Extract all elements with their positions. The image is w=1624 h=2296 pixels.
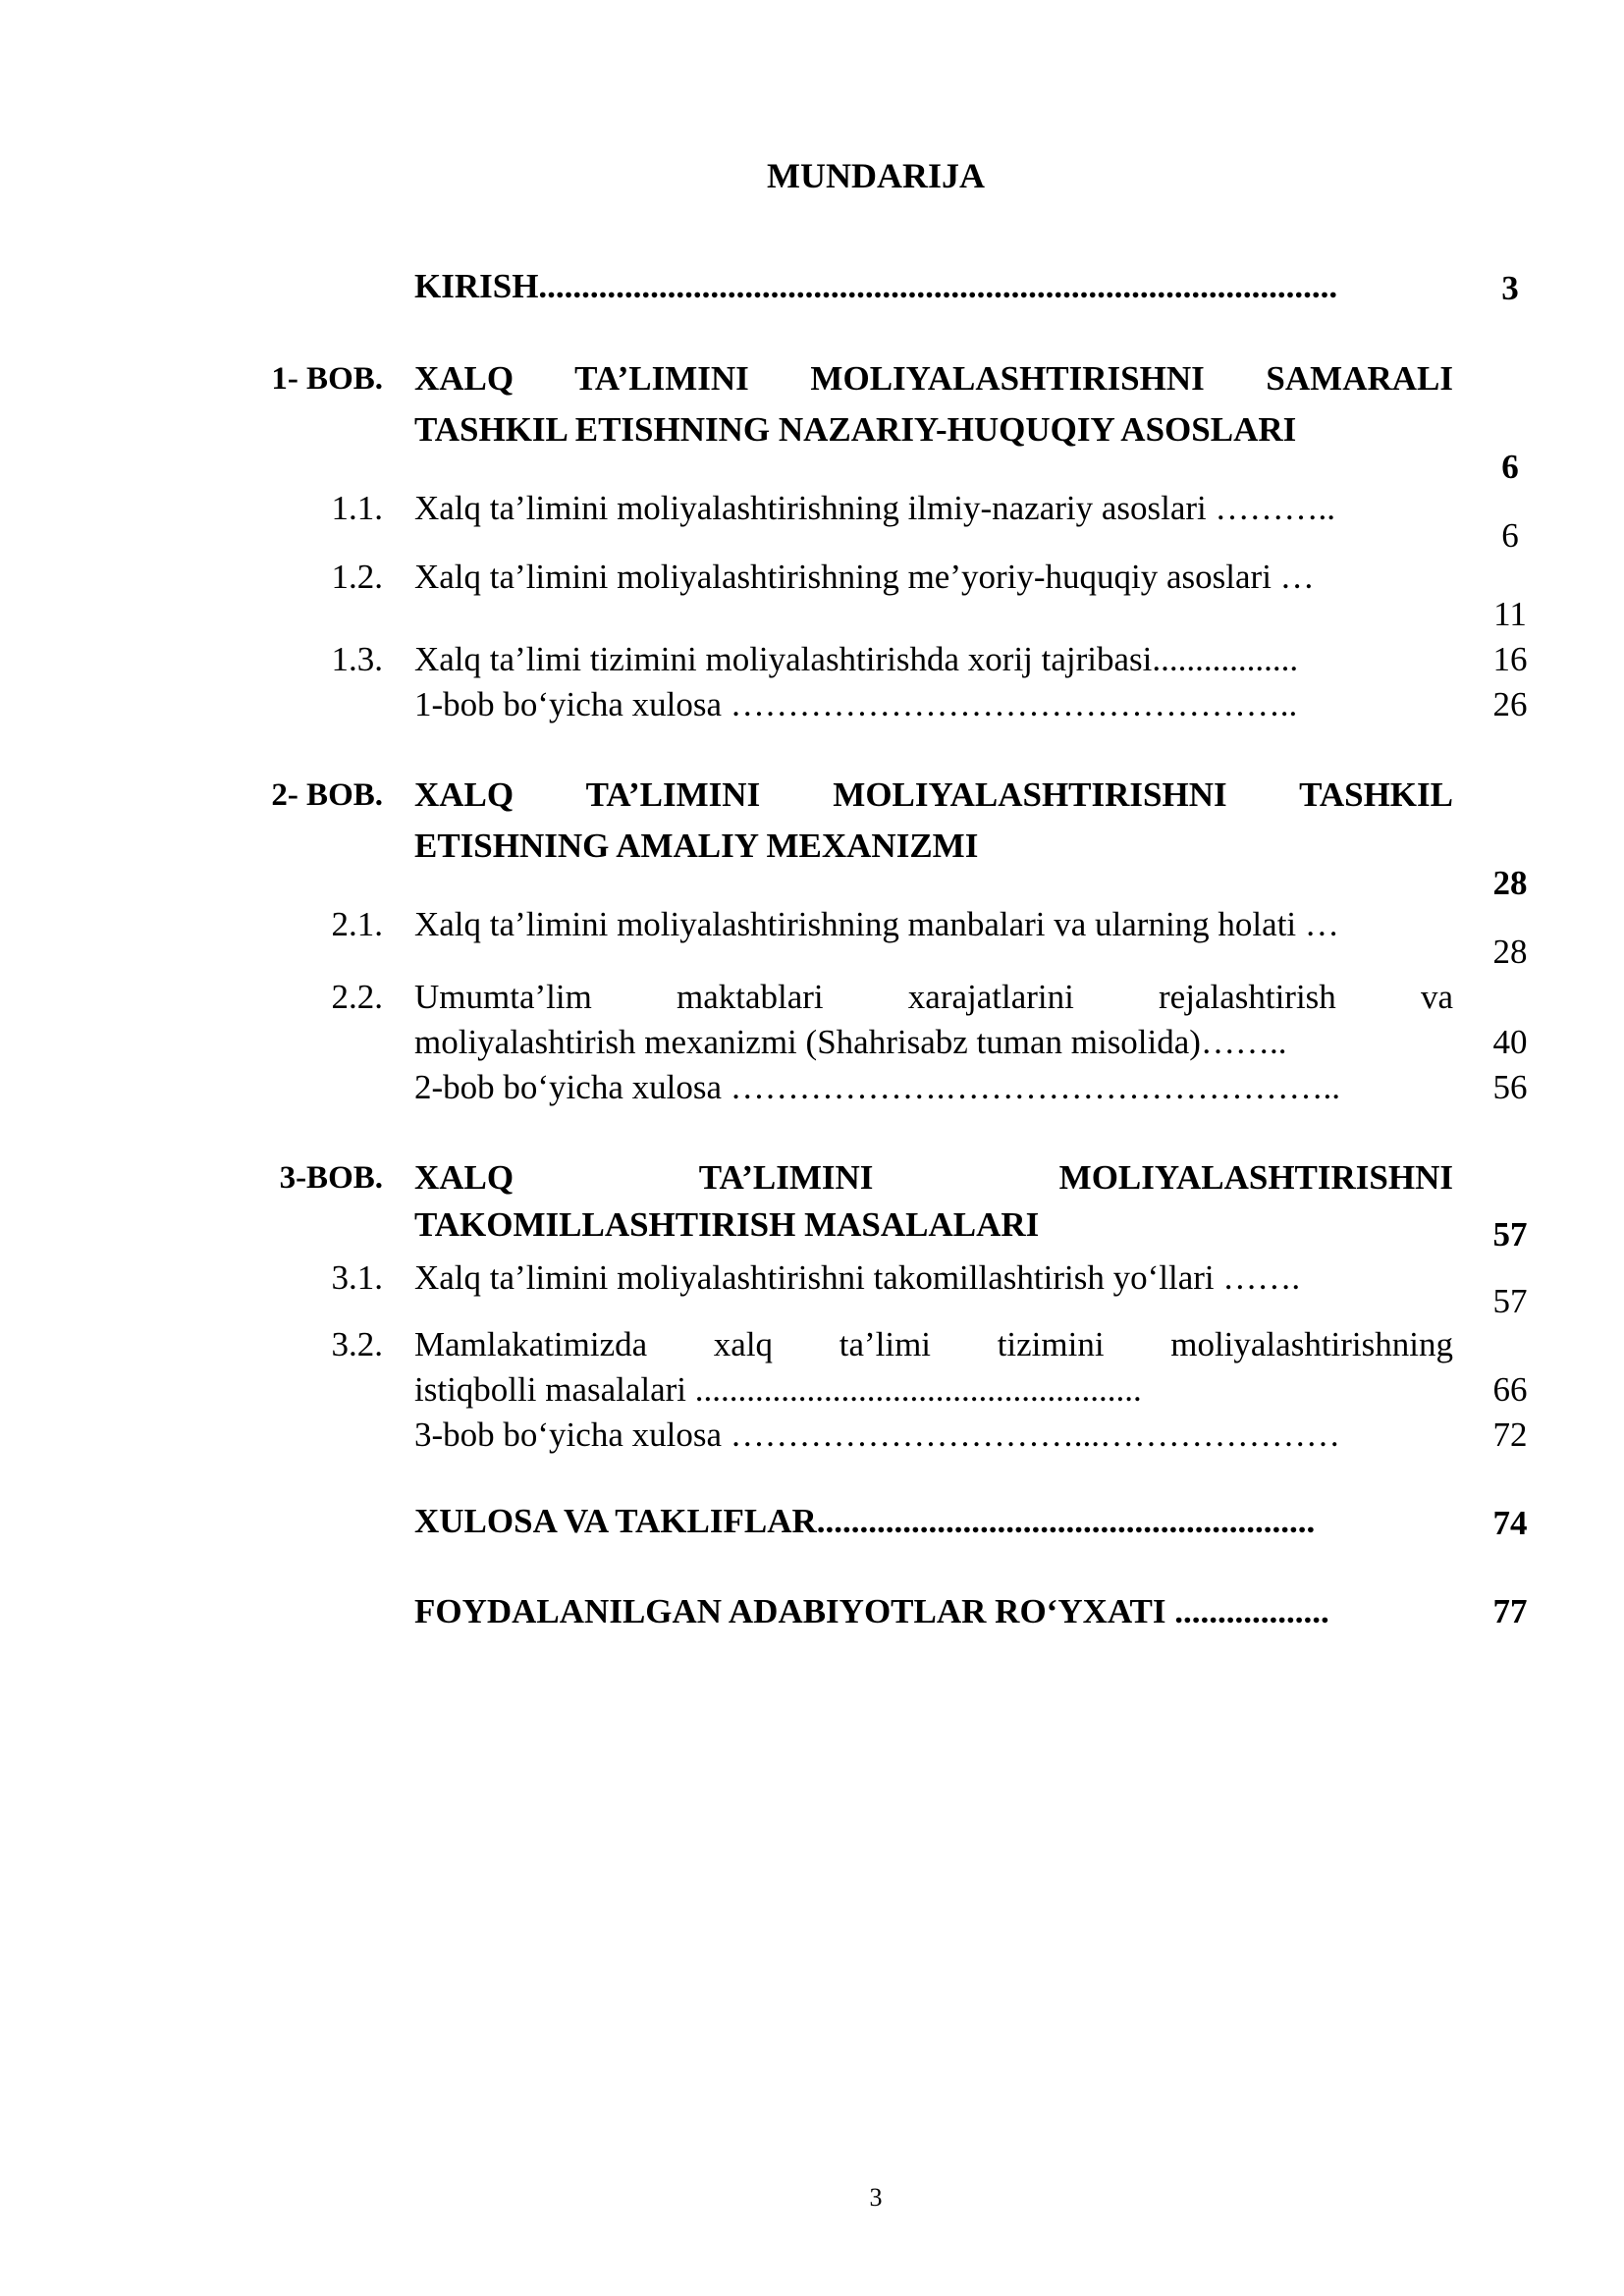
chapter2-summary-page: 56: [1492, 1068, 1528, 1106]
chapter1-title-line1: XALQ TA’LIMINI MOLIYALASHTIRISHNI SAMARALI: [414, 359, 1453, 398]
chapter1-page: 6: [1501, 448, 1519, 486]
chapter3-summary-page: 72: [1492, 1415, 1528, 1454]
chapter1-summary: 1-bob bo‘yicha xulosa …………………………………………..: [414, 685, 1298, 723]
section-1-2-page: 11: [1493, 595, 1527, 633]
section-2-2-page: 40: [1492, 1023, 1528, 1061]
section-3-2-num: 3.2.: [331, 1325, 383, 1363]
section-1-1-text: Xalq ta’limini moliyalashtirishning ilmiy-nazariy asoslari ………..: [414, 489, 1336, 527]
section-2-1-num: 2.1.: [331, 905, 383, 943]
chapter1-summary-page: 26: [1492, 685, 1528, 723]
chapter2-title-line2: ETISHNING AMALIY MEXANIZMI: [414, 827, 979, 865]
section-2-2-num: 2.2.: [331, 978, 383, 1016]
chapter2-title-line1: XALQ TA’LIMINI MOLIYALASHTIRISHNI TASHKIL: [414, 775, 1453, 814]
section-1-1-num: 1.1.: [331, 489, 383, 527]
chapter3-page: 57: [1492, 1215, 1528, 1254]
footer-page-number: 3: [869, 2183, 883, 2212]
section-2-1-text: Xalq ta’limini moliyalashtirishning manbalari va ularning holati …: [414, 905, 1339, 943]
toc-xulosa-page: 74: [1492, 1504, 1528, 1542]
section-2-1-page: 28: [1492, 933, 1528, 971]
chapter2-page: 28: [1492, 864, 1528, 902]
section-3-2-text: Mamlakatimizda xalq ta’limi tizimini moliyalashtirishning: [414, 1325, 1453, 1363]
section-3-2-page: 66: [1492, 1370, 1528, 1409]
section-2-2-text-line2: moliyalashtirish mexanizmi (Shahrisabz tuman misolida)……..: [414, 1023, 1287, 1061]
chapter3-summary: 3-bob bo‘yicha xulosa …………………………...…………………: [414, 1415, 1340, 1454]
toc-adabiyotlar: FOYDALANILGAN ADABIYOTLAR RO‘YXATI ..................: [414, 1592, 1329, 1630]
section-3-1-text: Xalq ta’limini moliyalashtirishni takomillashtirish yo‘llari …….: [414, 1258, 1301, 1297]
toc-kirish-page: 3: [1501, 269, 1519, 307]
chapter1-label: 1- BOB.: [271, 361, 383, 397]
chapter1-title-line2: TASHKIL ETISHNING NAZARIY-HUQUQIY ASOSLARI: [414, 410, 1297, 449]
section-3-1-page: 57: [1492, 1282, 1528, 1320]
page-title: MUNDARIJA: [767, 156, 985, 195]
toc-adabiyotlar-page: 77: [1492, 1592, 1528, 1630]
chapter3-label: 3-BOB.: [279, 1160, 383, 1196]
section-3-2-text-line2: istiqbolli masalalari ....................................................: [414, 1370, 1142, 1409]
toc-xulosa: XULOSA VA TAKLIFLAR..........................................................: [414, 1502, 1316, 1540]
section-1-3-text: Xalq ta’limi tizimini moliyalashtirishda xorij tajribasi.................: [414, 640, 1299, 678]
chapter3-title-line2: TAKOMILLASHTIRISH MASALALARI: [414, 1205, 1040, 1244]
section-1-2-num: 1.2.: [331, 558, 383, 596]
chapter2-summary: 2-bob bo‘yicha xulosa ……………….……………………………..: [414, 1068, 1340, 1106]
section-2-2-text: Umumta’lim maktablari xarajatlarini rejalashtirish va: [414, 978, 1453, 1016]
section-3-1-num: 3.1.: [331, 1258, 383, 1297]
section-1-2-text: Xalq ta’limini moliyalashtirishning me’yoriy-huquqiy asoslari …: [414, 558, 1315, 596]
chapter2-label: 2- BOB.: [271, 777, 383, 813]
section-1-3-num: 1.3.: [331, 640, 383, 678]
chapter3-title-line1: XALQ TA’LIMINI MOLIYALASHTIRISHNI: [414, 1158, 1453, 1197]
toc-kirish: KIRISH.............................................................................................: [414, 267, 1338, 305]
section-1-3-page: 16: [1492, 640, 1528, 678]
section-1-1-page: 6: [1501, 516, 1519, 555]
